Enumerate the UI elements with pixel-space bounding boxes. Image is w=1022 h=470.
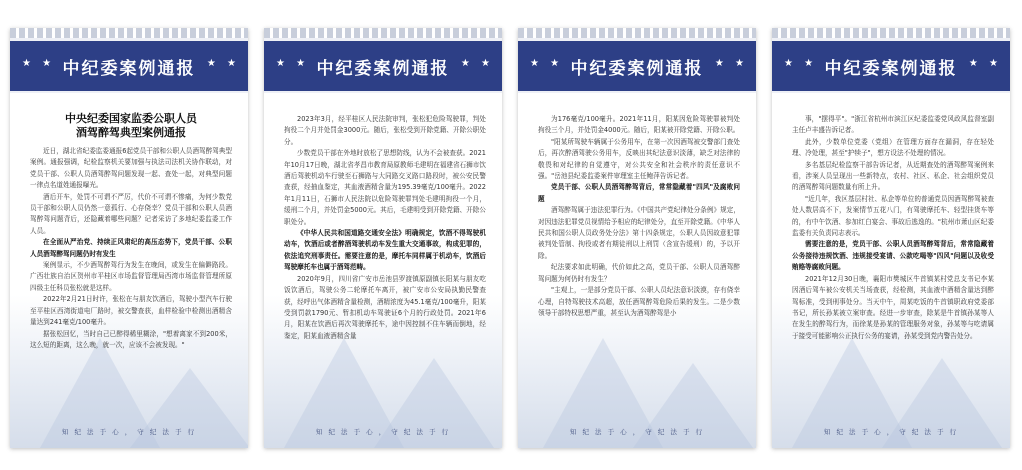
section-heading: 需要注意的是，党员干部、公职人员酒驾醉驾背后，常常隐藏着公务接待违规饮酒、违规接受宴请、公款吃喝等"四风"问题以及收受贿赂等腐败问题。 [792,240,994,272]
panel-footer: 知 纪 法 于 心 ， 守 纪 法 于 行 [315,428,451,436]
header-title: 中纪委案例通报 [824,58,958,79]
star-decoration-icon: ★ ★ [968,58,1002,69]
report-panel-3 [518,28,756,448]
panel-header [10,38,248,93]
paragraph: "阳某所驾驶车辆属于公务用车，在第一次因酒驾被交警部门查处后，再次醉酒驾驶公务用车，反映出其纪法意识淡薄，缺乏对法律的敬畏和对纪律的自觉遵守，对公共安全和社会秩序的责任意识不强。"岳池县纪委监委案件审理室主任鲍萍告诉记者。 [538,137,740,181]
paragraph: 酒驾醉驾属于违法犯罪行为。《中国共产党纪律处分条例》规定，对因违法犯罪党员视情给予相应的纪律处分，直至开除党籍。《中华人民共和国公职人员政务处分法》第十四条规定，公职人员因故意犯罪被判处管制、拘役或者有期徒刑以上刑罚（含宣告缓刑）的，予以开除。 [538,206,740,260]
panel-header [264,38,502,93]
top-stripes [10,28,248,38]
header-title: 中纪委案例通报 [570,58,704,79]
paragraph: 少数党员干部在外地时放松了思想防线，认为不会被查获。2021年10月17日晚，湖北省孝昌市教育局原教师毛建明在福建省石狮市饮酒后驾驶机动车行驶至石狮路与大同路交叉路口路段时，被公安民警查获，经抽血鉴定，其血液酒精含量为195.39毫克/100毫升。2022年1月11日，石狮市人民法院以危险驾驶罪判处毛建明拘役一个月，缓刑二个月，并处罚金5000元。其后，毛建明受到开除党籍、开除公职处分。 [284,149,486,226]
star-decoration-icon: ★ ★ [714,58,748,69]
top-stripes [772,28,1010,38]
star-decoration-icon: ★ ★ [784,58,818,69]
article-content [284,114,486,414]
top-stripes [518,28,756,38]
panel-body [264,108,502,448]
paragraph: 为176毫克/100毫升。2021年11月，阳某因危险驾驶罪被判处拘役三个月，并处罚金4000元。随后，阳某被开除党籍、开除公职。 [538,115,740,135]
panel-footer: 知 纪 法 于 心 ， 守 纪 法 于 行 [569,428,705,436]
paragraph: 2021年12月30日晚，襄阳市樊城区牛首镇某村党总支书记李某因酒后驾车被公安机关当场查获，经检测，其血液中酒精含量达到醉驾标准，受到刑事处分。当天中午，周某吃饭的牛首镇职政府党委部书记，所长孙某被立案审查。经进一步审查，除某是牛首镇孙某等人在发生的醉驾行为，而徐某是孙某的管理服务对象，孙某等与吃请属于接受可能影响公正执行公务的宴请，孙某受到党内警告处分。 [792,274,994,340]
section-heading: 在全面从严治党、持续正风肃纪的高压态势下，党员干部、公职人员酒驾醉驾问题仍时有发生 [30,238,232,258]
panel-body [10,108,248,448]
title-line: 中央纪委国家监委公职人员 [65,112,197,125]
document-title [30,112,232,140]
paragraph: "近几年，我区基层村社、私企等单位的普通党员因酒驾醉驾被查处人数居高不下，发案情节五花八门，有驾驶摩托车、轻型挂货车等的，有中午饮酒、参加红白宴会、事故后逃逸的。"杭州市萧山区纪委监委有关负责同志表示。 [792,194,994,238]
section-heading: 《中华人民共和国道路交通安全法》明确规定，饮酒不得驾驶机动车，饮酒后或者醉酒驾驶机动车发生重大交通事故，构成犯罪的，依法追究刑事责任。需要注意的是，摩托车同样属于机动车，饮酒后驾驶摩托车也属于酒驾范畴。 [284,229,486,272]
star-decoration-icon: ★ ★ [276,58,310,69]
paragraph: "主观上，一是部分党员干部、公职人员纪法意识淡漠，存有侥幸心理，自特驾驶技术高超，放任酒驾醉驾危险后果的发生。二是少数领导干部特权思想严重，甚至认为酒驾醉驾是小 [538,286,740,317]
star-decoration-icon: ★ ★ [530,58,564,69]
panel-header [518,38,756,93]
section-heading: 党员干部、公职人员酒驾醉驾背后，常常隐藏着"四风"及腐败问题 [538,183,740,203]
paragraph: 事，"摆得平"。"浙江省杭州市滨江区纪委监委党风政风监督室副主任卢丰盛告诉记者。 [792,115,994,135]
report-panel-2 [264,28,502,448]
panel-body [772,108,1010,448]
paragraph: 2020年9月，四川省广安市岳池县罗渡镇原副镇长阳某与朋友吃饭饮酒后，驾驶公务二轮摩托车离开，被广安市公安局执勤民警查获，经呼出气体酒精含量检测，酒精浓度为45.1毫克/100毫升，阳某受到罚款1790元、暂扣机动车驾驶证6个月的行政处罚。2021年6月，阳某在饮酒后再次驾驶摩托车，途中因控制不住车辆而倒地，经鉴定，阳某血液酒精含量 [284,274,486,340]
header-title: 中纪委案例通报 [316,58,450,79]
report-panel-1 [10,28,248,448]
header-title: 中纪委案例通报 [62,58,196,79]
paragraph: 2023年3月，经平桂区人民法院审判，张松犯危险驾驶罪，判处拘役二个月并处罚金3000元。随后，张松受到开除党籍、开除公职处分。 [284,115,486,146]
star-decoration-icon: ★ ★ [22,58,56,69]
paragraph: 纪法要求如此明确，代价如此之高，党员干部、公职人员酒驾醉驾问题为何仍时有发生？ [538,263,740,283]
title-line: 酒驾醉驾典型案例通报 [76,126,186,139]
panel-footer: 知 纪 法 于 心 ， 守 纪 法 于 行 [61,428,197,436]
paragraph: 案例显示，不少酒驾醉驾行为发生在晚间，或发生在偏僻路段。广西壮族自治区贺州市平桂区市场监督管理局西湾市场监督管理所原四级主任科员张松就是这样。 [30,261,232,292]
article-content [538,114,740,414]
top-stripes [264,28,502,38]
paragraph: 2022年2月21日时许，张松在与朋友饮酒后，驾驶小型汽车行驶至平桂区西湾街道电厂路时，被交警查获，血样检验中检测出酒精含量达到241毫克/100毫升。 [30,295,232,327]
panel-header [772,38,1010,93]
star-decoration-icon: ★ ★ [460,58,494,69]
article-content [792,114,994,414]
paragraph: 酒后开车，处罚不可谓不严厉，代价不可谓不惨痛，为何少数党员干部和公职人员仍然一意孤行、心存侥幸？党员干部和公职人员酒驾醉驾问题背后，还隐藏着哪些问题？记者采访了多地纪委监委工作人员。 [30,192,232,235]
panel-footer: 知 纪 法 于 心 ， 守 纪 法 于 行 [823,428,959,436]
star-decoration-icon: ★ ★ [206,58,240,69]
paragraph: 据张松回忆，当时自己已醉得稀里糊涂，"想着离家不到200米，这么短的距离，这么晚，就一次，应该不会被发现。" [30,329,232,349]
paragraph: 此外，少数单位党委（党组）在管理方面存在漏洞，存在轻处理、冷处理，甚至"护犊子"，想方设法不处理的情况。 [792,137,994,158]
report-panel-4 [772,28,1010,448]
paragraph: 多名基层纪检监察干部告诉记者，从近期查处的酒驾醉驾案例来看，涉案人员呈现出一些新特点，农村、社区、私企、社会组织党员的酒驾醉驾问题数量有所上升。 [792,160,994,192]
paragraph: 近日，湖北省纪委监委通报6起党员干部和公职人员酒驾醉驾典型案例。通报强调，纪检监察机关要加强与执法司法机关协作联动，对党员干部、公职人员酒驾醉驾问题发现一起、查处一起，对典型问题一律点名道姓通报曝光。 [30,147,232,190]
panel-body [518,108,756,448]
article-content [30,110,232,414]
